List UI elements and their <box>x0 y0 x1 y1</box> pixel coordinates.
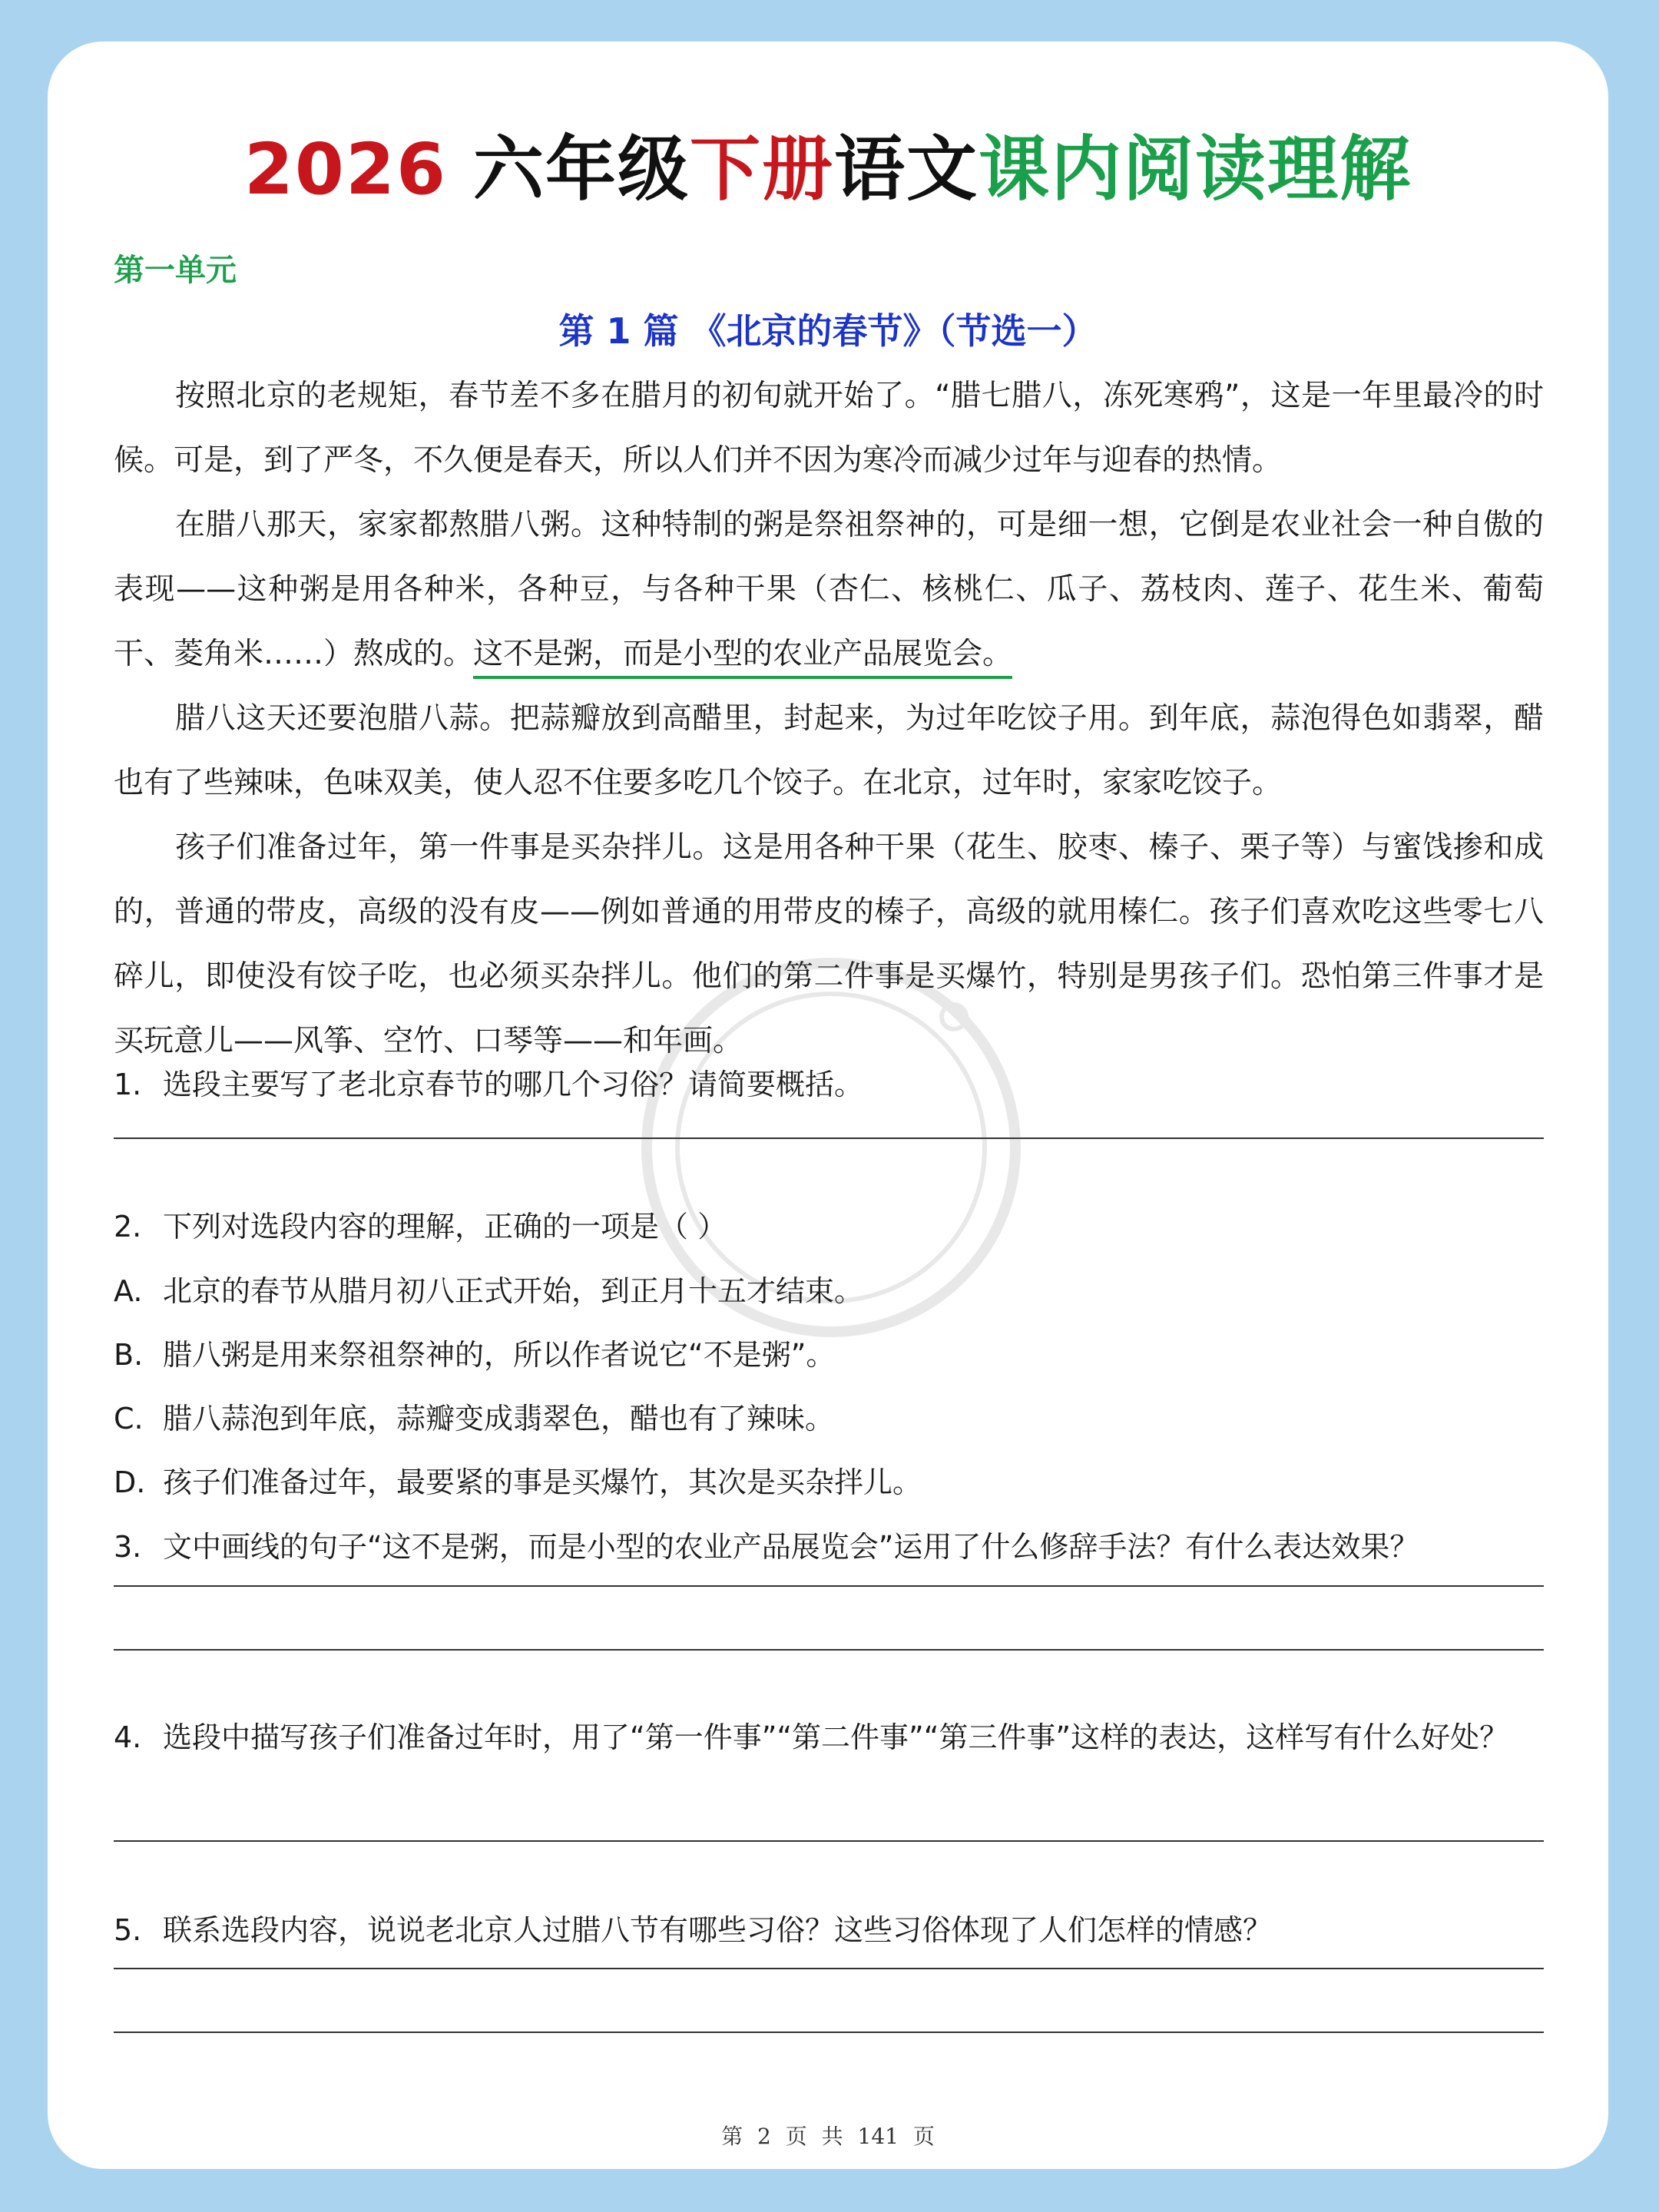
answer-line[interactable] <box>114 1649 1544 1651</box>
title-subject: 语文 <box>834 128 979 210</box>
title-year: 2026 <box>243 128 447 210</box>
question-4 <box>114 1705 1544 1770</box>
title-topic: 课内阅读理解 <box>979 128 1412 210</box>
option-a[interactable] <box>114 1268 1544 1314</box>
option-letter: B. <box>114 1338 144 1372</box>
question-number: 2. <box>114 1210 142 1243</box>
question-text: 选段中描写孩子们准备过年时，用了“第一件事”“第二件事”“第三件事”这样的表达，这样写有什么好处？ <box>163 1720 1509 1754</box>
unit-label: 第一单元 <box>114 253 237 288</box>
question-text: 联系选段内容，说说老北京人过腊八节有哪些习俗？这些习俗体现了人们怎样的情感？ <box>163 1913 1273 1947</box>
underlined-sentence: 这不是粥，而是小型的农业产品展览会。 <box>473 637 1012 679</box>
question-number: 3. <box>114 1530 142 1564</box>
option-b[interactable] <box>114 1332 1544 1378</box>
paragraph-1: 按照北京的老规矩，春节差不多在腊月的初旬就开始了。“腊七腊八，冻死寒鸦”，这是一年里最冷的时候。可是，到了严冬，不久便是春天，所以人们并不因为寒冷而减少过年与迎春的热情。 <box>114 379 1544 478</box>
option-text: 孩子们准备过年，最要紧的事是买爆竹，其次是买杂拌儿。 <box>163 1465 922 1499</box>
passage-body <box>114 364 1544 1074</box>
paragraph-2-text: 在腊八那天，家家都熬腊八粥。这种特制的粥是祭祖祭神的，可是细一想，它倒是农业社会一种自傲的表现——这种粥是用各种米，各种豆，与各种干果（杏仁、核桃仁、瓜子、荔枝肉、莲子、花生米、葡萄干、菱角米……）熬成的。 <box>114 508 1544 671</box>
question-number: 4. <box>114 1720 142 1754</box>
title-grade: 六年级 <box>473 128 690 210</box>
option-text: 腊八蒜泡到年底，蒜瓣变成翡翠色，醋也有了辣味。 <box>163 1402 835 1435</box>
option-text: 腊八粥是用来祭祖祭神的，所以作者说它“不是粥”。 <box>163 1338 836 1372</box>
answer-line[interactable] <box>114 2032 1544 2033</box>
question-number: 1. <box>114 1068 142 1101</box>
answer-line[interactable] <box>114 1137 1544 1139</box>
question-text: 选段主要写了老北京春节的哪几个习俗？请简要概括。 <box>163 1068 864 1101</box>
question-number: 5. <box>114 1913 142 1947</box>
worksheet-page <box>48 41 1608 2169</box>
question-text: 下列对选段内容的理解，正确的一项是（ ） <box>163 1210 727 1243</box>
option-c[interactable] <box>114 1396 1544 1442</box>
title-volume: 下册 <box>690 128 835 210</box>
answer-line[interactable] <box>114 1585 1544 1587</box>
paragraph-3: 腊八这天还要泡腊八蒜。把蒜瓣放到高醋里，封起来，为过年吃饺子用。到年底，蒜泡得色如翡翠，醋也有了些辣味，色味双美，使人忍不住要多吃几个饺子。在北京，过年时，家家吃饺子。 <box>114 701 1544 800</box>
paragraph-2 <box>114 493 1544 687</box>
question-5 <box>114 1907 1544 1953</box>
option-d[interactable] <box>114 1459 1544 1505</box>
option-letter: A. <box>114 1274 143 1308</box>
question-2 <box>114 1204 1544 1250</box>
answer-line[interactable] <box>114 1840 1544 1842</box>
question-3 <box>114 1524 1544 1570</box>
option-text: 北京的春节从腊月初八正式开始，到正月十五才结束。 <box>163 1274 864 1308</box>
question-1 <box>114 1061 1544 1108</box>
passage-title: 第 1 篇 《北京的春节》（节选一） <box>558 310 1098 352</box>
question-text: 文中画线的句子“这不是粥，而是小型的农业产品展览会”运用了什么修辞手法？有什么表达效果？ <box>163 1530 1419 1564</box>
page-number: 第 2 页 共 141 页 <box>721 2124 935 2149</box>
paragraph-4: 孩子们准备过年，第一件事是买杂拌儿。这是用各种干果（花生、胶枣、榛子、栗子等）与蜜饯掺和成的，普通的带皮，高级的没有皮——例如普通的用带皮的榛子，高级的就用榛仁。孩子们喜欢吃这些零七八碎儿，即使没有饺子吃，也必须买杂拌儿。他们的第二件事是买爆竹，特别是男孩子们。恐怕第三件事才是买玩意儿——风筝、空竹、口琴等——和年画。 <box>114 830 1544 1058</box>
option-letter: D. <box>114 1465 146 1499</box>
answer-line[interactable] <box>114 1968 1544 1969</box>
page-title <box>48 127 1608 212</box>
option-letter: C. <box>114 1402 144 1435</box>
